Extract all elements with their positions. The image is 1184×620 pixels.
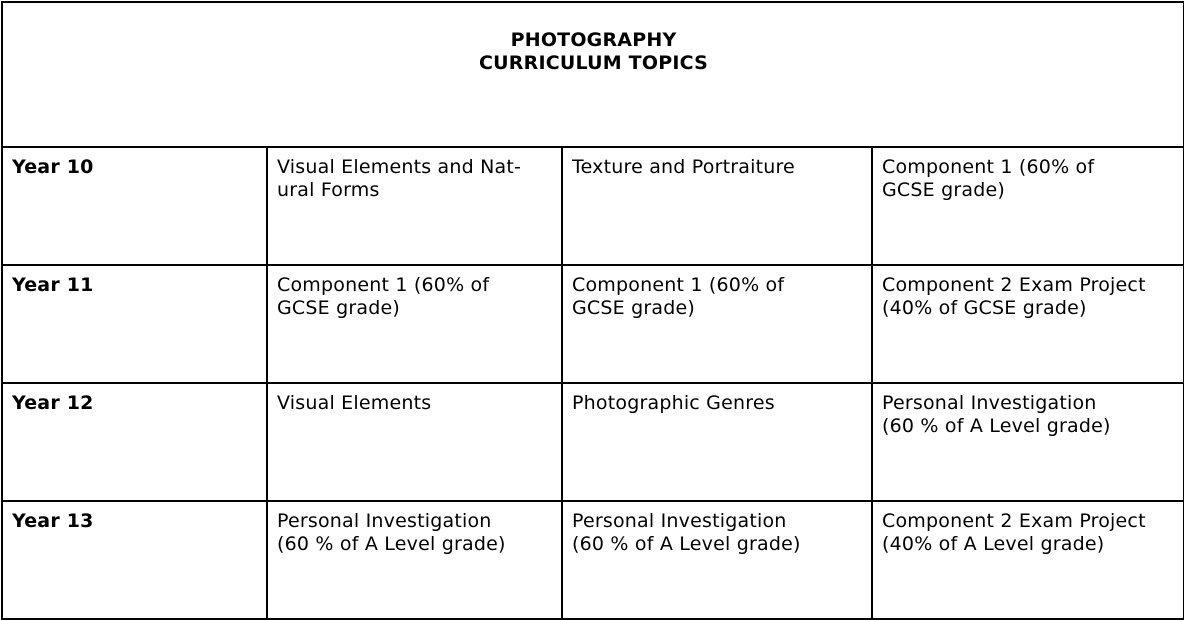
topic-text: Visual Elements and Nat- ural Forms	[277, 156, 522, 201]
table-row	[2, 265, 1184, 383]
topic-text: Component 2 Exam Project (40% of A Level grade)	[882, 510, 1146, 555]
title-row	[2, 2, 1184, 147]
topic-cell	[267, 147, 562, 265]
topic-cell	[562, 265, 872, 383]
topic-text: Personal Investigation (60 % of A Level grade)	[572, 510, 801, 555]
topic-text: Visual Elements	[277, 392, 432, 414]
year-label: Year 10	[2, 147, 267, 265]
topic-text: Component 1 (60% of GCSE grade)	[277, 274, 490, 319]
topic-cell	[267, 265, 562, 383]
topic-text: Personal Investigation (60 % of A Level grade)	[277, 510, 506, 555]
topic-cell	[562, 383, 872, 501]
curriculum-table	[1, 1, 1184, 620]
title-line-heading: CURRICULUM TOPICS	[479, 52, 708, 74]
topic-text: Photographic Genres	[572, 392, 775, 414]
topic-text: Component 1 (60% of GCSE grade)	[882, 156, 1095, 201]
topic-cell	[562, 147, 872, 265]
topic-cell	[267, 383, 562, 501]
topic-text: Component 1 (60% of GCSE grade)	[572, 274, 785, 319]
title-line-subject: PHOTOGRAPHY	[510, 29, 677, 51]
topic-text: Personal Investigation (60 % of A Level grade)	[882, 392, 1111, 437]
topic-cell	[562, 501, 872, 619]
topic-cell	[267, 501, 562, 619]
topic-cell	[872, 501, 1184, 619]
table-row	[2, 383, 1184, 501]
topic-cell	[872, 147, 1184, 265]
table-row	[2, 147, 1184, 265]
table-title	[2, 2, 1184, 147]
year-label: Year 12	[2, 383, 267, 501]
topic-text: Texture and Portraiture	[572, 156, 795, 178]
topic-cell	[872, 265, 1184, 383]
topic-cell	[872, 383, 1184, 501]
year-label: Year 13	[2, 501, 267, 619]
year-label: Year 11	[2, 265, 267, 383]
table-row	[2, 501, 1184, 619]
topic-text: Component 2 Exam Project (40% of GCSE grade)	[882, 274, 1146, 319]
